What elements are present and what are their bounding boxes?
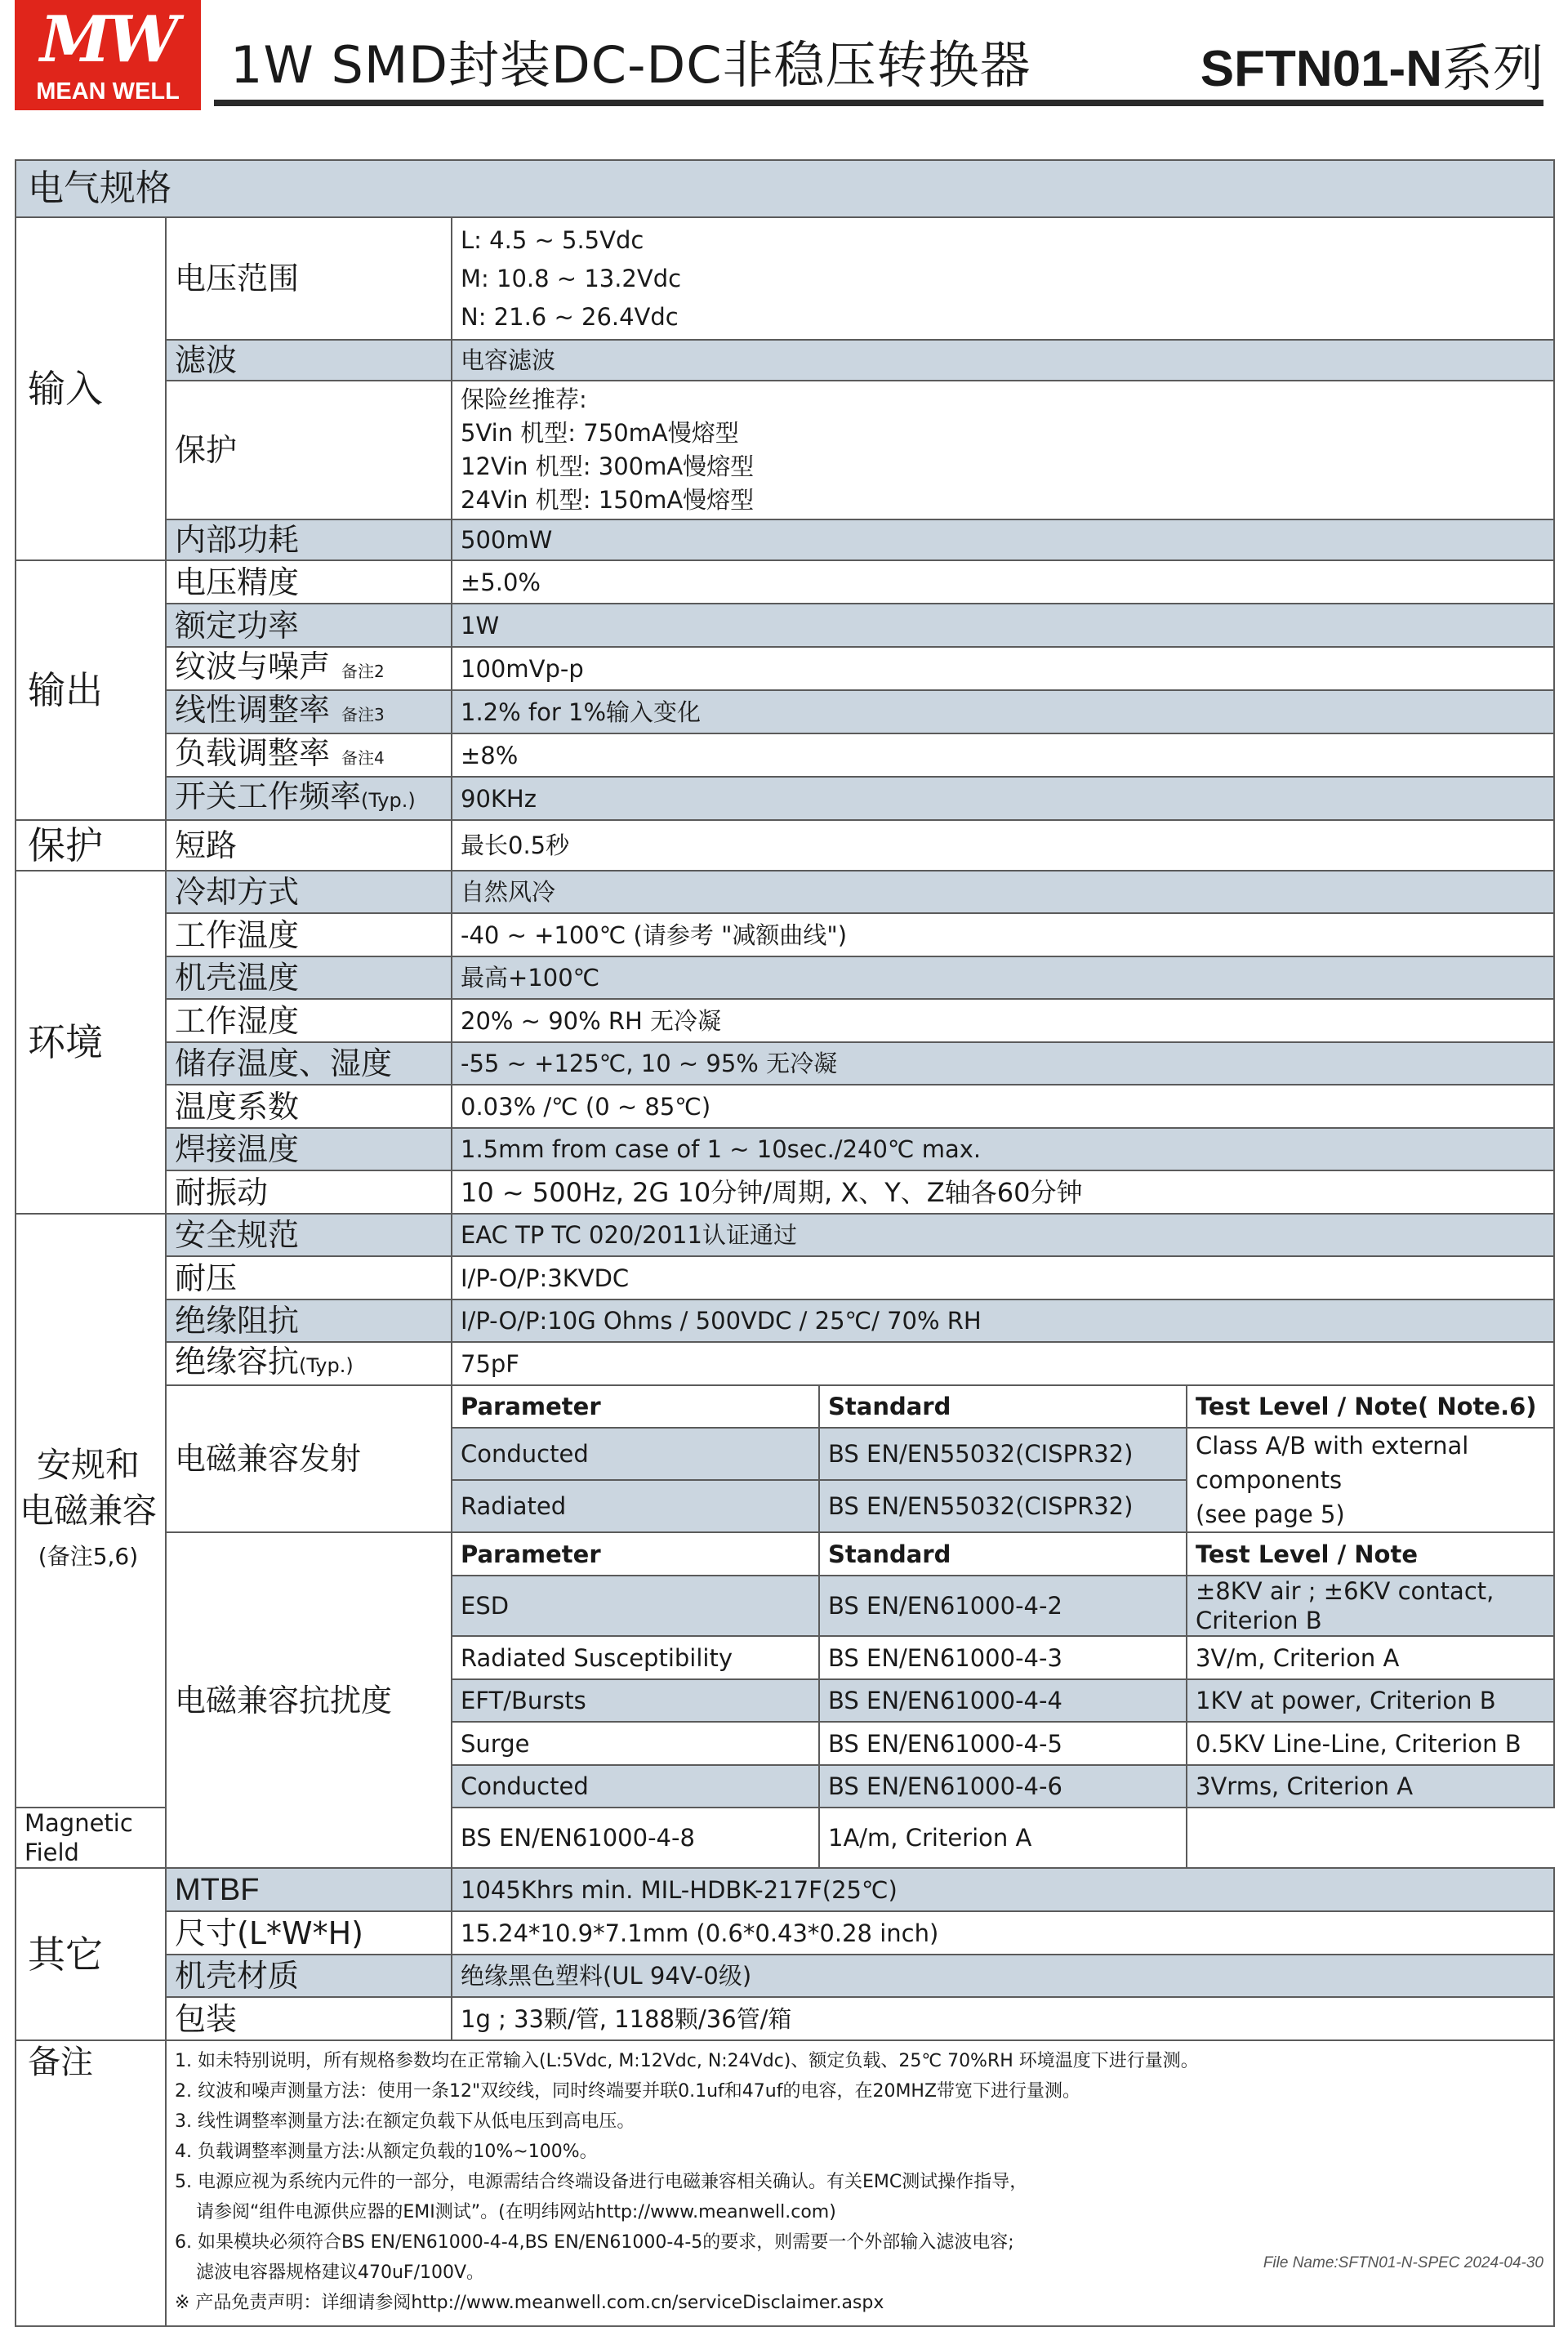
line-reg-label: 线性调整率	[175, 691, 331, 728]
category-environment: 环境	[16, 871, 166, 1214]
spec-row-case-temp	[16, 956, 1554, 999]
ems-level: 3V/m, Criterion A	[1187, 1636, 1554, 1679]
item-rated-power: 额定功率	[166, 604, 452, 647]
series-suffix: 系列	[1441, 38, 1544, 98]
load-reg-label: 负载调整率	[175, 734, 331, 771]
section-title-row	[16, 160, 1554, 217]
category-input: 输入	[16, 217, 166, 560]
item-filter: 滤波	[166, 340, 452, 381]
fuse-5vin: 5Vin 机型: 750mA慢熔型	[461, 419, 739, 447]
logo-text: MEAN WELL	[36, 78, 180, 105]
item-storage: 储存温度、湿度	[166, 1042, 452, 1085]
fuse-24vin: 24Vin 机型: 150mA慢熔型	[461, 486, 755, 514]
emi-param: Conducted	[452, 1428, 819, 1480]
ems-level: 1KV at power, Criterion B	[1187, 1679, 1554, 1722]
note-disclaimer: ※ 产品免责声明：详细请参阅http://www.meanwell.com.cn/serviceDisclaimer.aspx	[175, 2293, 884, 2313]
value-work-humid: 20% ~ 90% RH 无冷凝	[452, 999, 1554, 1042]
value-withstand: I/P-O/P:3KVDC	[452, 1256, 1554, 1299]
ems-level: 1A/m, Criterion A	[819, 1808, 1187, 1868]
fuse-12vin: 12Vin 机型: 300mA慢熔型	[461, 452, 755, 480]
spec-row-filter	[16, 340, 1554, 381]
ems-param: EFT/Bursts	[452, 1679, 819, 1722]
spec-row-line-regulation	[16, 690, 1554, 733]
spec-row-cooling	[16, 871, 1554, 913]
ems-level: 3Vrms, Criterion A	[1187, 1765, 1554, 1808]
spec-row-ripple	[16, 647, 1554, 690]
ems-param: Radiated Susceptibility	[452, 1636, 819, 1679]
item-mtbf: MTBF	[166, 1868, 452, 1911]
value-voltage-range	[452, 217, 1554, 340]
value-mtbf: 1045Khrs min. MIL-HDBK-217F(25℃)	[452, 1868, 1554, 1911]
ems-param: Conducted	[452, 1765, 819, 1808]
value-isolation-cap: 75pF	[452, 1342, 1554, 1385]
value-solder: 1.5mm from case of 1 ~ 10sec./240℃ max.	[452, 1128, 1554, 1170]
series-name	[1200, 36, 1544, 102]
value-ripple: 100mVp-p	[452, 647, 1554, 690]
line-reg-note: 备注3	[341, 704, 385, 724]
fuse-recommend: 保险丝推荐:	[461, 386, 587, 413]
spec-row-load-regulation	[16, 733, 1554, 777]
ripple-note: 备注2	[341, 661, 385, 681]
spec-row-work-humid	[16, 999, 1554, 1042]
category-protection: 保护	[16, 820, 166, 871]
item-ripple	[166, 647, 452, 690]
item-work-humid: 工作湿度	[166, 999, 452, 1042]
value-voltage-accuracy: ±5.0%	[452, 560, 1554, 604]
item-internal-power: 内部功耗	[166, 519, 452, 560]
value-case-material: 绝缘黑色塑料(UL 94V-0级)	[452, 1955, 1554, 1997]
spec-row-switch-freq	[16, 777, 1554, 820]
spec-row-vibration	[16, 1170, 1554, 1214]
safety-cat-line2: 电磁兼容	[19, 1490, 157, 1531]
spec-row-solder	[16, 1128, 1554, 1170]
value-isolation-res: I/P-O/P:10G Ohms / 500VDC / 25℃/ 70% RH	[452, 1299, 1554, 1342]
item-emi: 电磁兼容发射	[166, 1385, 452, 1532]
header-rule	[214, 100, 1544, 106]
item-input-protection: 保护	[166, 381, 452, 519]
item-dimension: 尺寸(L*W*H)	[166, 1911, 452, 1955]
item-packing: 包装	[166, 1997, 452, 2040]
spec-row-work-temp	[16, 913, 1554, 956]
isolation-cap-typ: (Typ.)	[299, 1354, 354, 1377]
emi-header-param: Parameter	[452, 1385, 819, 1428]
spec-row-temp-coeff	[16, 1085, 1554, 1128]
ems-standard: BS EN/EN61000-4-4	[819, 1679, 1187, 1722]
load-reg-note: 备注4	[341, 747, 385, 768]
section-title: 电气规格	[16, 160, 1554, 217]
spec-row-voltage-accuracy	[16, 560, 1554, 604]
value-filter: 电容滤波	[452, 340, 1554, 381]
note-1: 1. 如未特别说明，所有规格参数均在正常输入(L:5Vdc, M:12Vdc, N:24Vdc)、额定负载、25℃ 70%RH 环境温度下进行量测。	[175, 2051, 1199, 2071]
ems-level: 0.5KV Line-Line, Criterion B	[1187, 1722, 1554, 1765]
item-safety-std: 安全规范	[166, 1214, 452, 1256]
value-storage: -55 ~ +125℃, 10 ~ 95% 无冷凝	[452, 1042, 1554, 1085]
category-others: 其它	[16, 1868, 166, 2040]
item-switch-freq	[166, 777, 452, 820]
value-safety-std: EAC TP TC 020/2011认证通过	[452, 1214, 1554, 1256]
spec-row-mtbf	[16, 1868, 1554, 1911]
spec-row-short-circuit	[16, 820, 1554, 871]
value-internal-power: 500mW	[452, 519, 1554, 560]
spec-row-withstand	[16, 1256, 1554, 1299]
safety-cat-note: (备注5,6)	[38, 1542, 139, 1570]
notes-content	[166, 2040, 1554, 2326]
item-load-regulation	[166, 733, 452, 777]
ems-standard: BS EN/EN61000-4-8	[452, 1808, 819, 1868]
item-vibration: 耐振动	[166, 1170, 452, 1214]
emi-header-standard: Standard	[819, 1385, 1187, 1428]
spec-row-notes	[16, 2040, 1554, 2326]
emi-header-level: Test Level / Note( Note.6)	[1187, 1385, 1554, 1428]
value-packing: 1g ; 33颗/管, 1188颗/36管/箱	[452, 1997, 1554, 2040]
ems-header-level: Test Level / Note	[1187, 1532, 1554, 1576]
ems-param: ESD	[452, 1576, 819, 1636]
document-title: 1W SMD封装DC-DC非稳压转换器	[230, 35, 1031, 95]
spec-row-isolation-res	[16, 1299, 1554, 1342]
emi-header-row	[16, 1385, 1554, 1428]
series-code: SFTN01-N	[1200, 41, 1442, 97]
value-dimension: 15.24*10.9*7.1mm (0.6*0.43*0.28 inch)	[452, 1911, 1554, 1955]
value-temp-coeff: 0.03% /℃ (0 ~ 85℃)	[452, 1085, 1554, 1128]
item-solder: 焊接温度	[166, 1128, 452, 1170]
note-2: 2. 纹波和噪声测量方法：使用一条12"双绞线，同时终端要并联0.1uf和47uf的电容，在20MHZ带宽下进行量测。	[175, 2081, 1081, 2102]
item-line-regulation	[166, 690, 452, 733]
ems-header-row	[16, 1532, 1554, 1576]
switch-freq-typ: (Typ.)	[361, 789, 416, 812]
note-5-cont: 请参阅“组件电源供应器的EMI测试”。(在明纬网站http://www.meanwell.com)	[196, 2202, 836, 2222]
item-short-circuit: 短路	[166, 820, 452, 871]
voltage-range-l: L: 4.5 ~ 5.5Vdc	[461, 225, 644, 254]
spec-row-case-material	[16, 1955, 1554, 1997]
item-ems: 电磁兼容抗扰度	[166, 1532, 452, 1868]
category-notes: 备注	[16, 2040, 166, 2326]
note-3: 3. 线性调整率测量方法:在额定负载下从低电压到高电压。	[175, 2111, 635, 2132]
spec-row-rated-power	[16, 604, 1554, 647]
value-vibration: 10 ~ 500Hz, 2G 10分钟/周期, X、Y、Z轴各60分钟	[452, 1170, 1554, 1214]
ems-header-standard: Standard	[819, 1532, 1187, 1576]
item-voltage-accuracy: 电压精度	[166, 560, 452, 604]
note-6-cont: 滤波电容器规格建议470uF/100V。	[196, 2262, 485, 2283]
spec-row-input-protection	[16, 381, 1554, 519]
spec-row-safety-std	[16, 1214, 1554, 1256]
isolation-cap-label: 绝缘容抗	[175, 1344, 300, 1380]
ems-standard: BS EN/EN61000-4-3	[819, 1636, 1187, 1679]
value-short-circuit: 最长0.5秒	[452, 820, 1554, 871]
item-temp-coeff: 温度系数	[166, 1085, 452, 1128]
note-6: 6. 如果模块必须符合BS EN/EN61000-4-4,BS EN/EN61000-4-5的要求，则需要一个外部输入滤波电容;	[175, 2232, 1014, 2253]
emi-level	[1187, 1428, 1554, 1532]
item-isolation-cap	[166, 1342, 452, 1385]
spec-row-packing	[16, 1997, 1554, 2040]
item-isolation-res: 绝缘阻抗	[166, 1299, 452, 1342]
spec-row-voltage-range	[16, 217, 1554, 340]
emi-standard: BS EN/EN55032(CISPR32)	[819, 1428, 1187, 1480]
value-case-temp: 最高+100℃	[452, 956, 1554, 999]
emi-level-line2: (see page 5)	[1196, 1500, 1345, 1528]
ems-level: ±8KV air ; ±6KV contact, Criterion B	[1187, 1576, 1554, 1636]
voltage-range-m: M: 10.8 ~ 13.2Vdc	[461, 264, 682, 292]
voltage-range-n: N: 21.6 ~ 26.4Vdc	[461, 302, 679, 331]
note-5: 5. 电源应视为系统内元件的一部分，电源需结合终端设备进行电磁兼容相关确认。有关EMC测试操作指导，	[175, 2172, 1028, 2192]
spec-row-storage	[16, 1042, 1554, 1085]
file-name-footer: File Name:SFTN01-N-SPEC 2024-04-30	[1263, 2254, 1544, 2271]
ems-param: Magnetic Field	[16, 1808, 166, 1868]
safety-cat-line1: 安规和	[36, 1444, 140, 1485]
item-withstand: 耐压	[166, 1256, 452, 1299]
spec-table	[15, 159, 1555, 2327]
value-cooling: 自然风冷	[452, 871, 1554, 913]
emi-standard: BS EN/EN55032(CISPR32)	[819, 1480, 1187, 1532]
item-case-temp: 机壳温度	[166, 956, 452, 999]
item-case-material: 机壳材质	[166, 1955, 452, 1997]
item-work-temp: 工作温度	[166, 913, 452, 956]
switch-freq-label: 开关工作频率	[175, 778, 362, 814]
category-safety-emc	[16, 1214, 166, 1808]
value-load-regulation: ±8%	[452, 733, 1554, 777]
ems-standard: BS EN/EN61000-4-5	[819, 1722, 1187, 1765]
value-work-temp: -40 ~ +100℃ (请参考 "减额曲线")	[452, 913, 1554, 956]
ems-header-param: Parameter	[452, 1532, 819, 1576]
value-line-regulation: 1.2% for 1%输入变化	[452, 690, 1554, 733]
category-output: 输出	[16, 560, 166, 820]
value-input-protection	[452, 381, 1554, 519]
ems-standard: BS EN/EN61000-4-6	[819, 1765, 1187, 1808]
spec-row-isolation-cap	[16, 1342, 1554, 1385]
spec-row-internal-power	[16, 519, 1554, 560]
ems-standard: BS EN/EN61000-4-2	[819, 1576, 1187, 1636]
ripple-label: 纹波与噪声	[175, 648, 331, 684]
item-cooling: 冷却方式	[166, 871, 452, 913]
note-4: 4. 负载调整率测量方法:从额定负载的10%~100%。	[175, 2142, 598, 2162]
mean-well-logo	[15, 0, 201, 110]
emi-level-line1: Class A/B with external components	[1196, 1432, 1469, 1494]
value-rated-power: 1W	[452, 604, 1554, 647]
value-switch-freq: 90KHz	[452, 777, 1554, 820]
spec-row-dimension	[16, 1911, 1554, 1955]
item-voltage-range: 电压范围	[166, 217, 452, 340]
emi-param: Radiated	[452, 1480, 819, 1532]
ems-param: Surge	[452, 1722, 819, 1765]
logo-mark: MW	[40, 2, 176, 77]
